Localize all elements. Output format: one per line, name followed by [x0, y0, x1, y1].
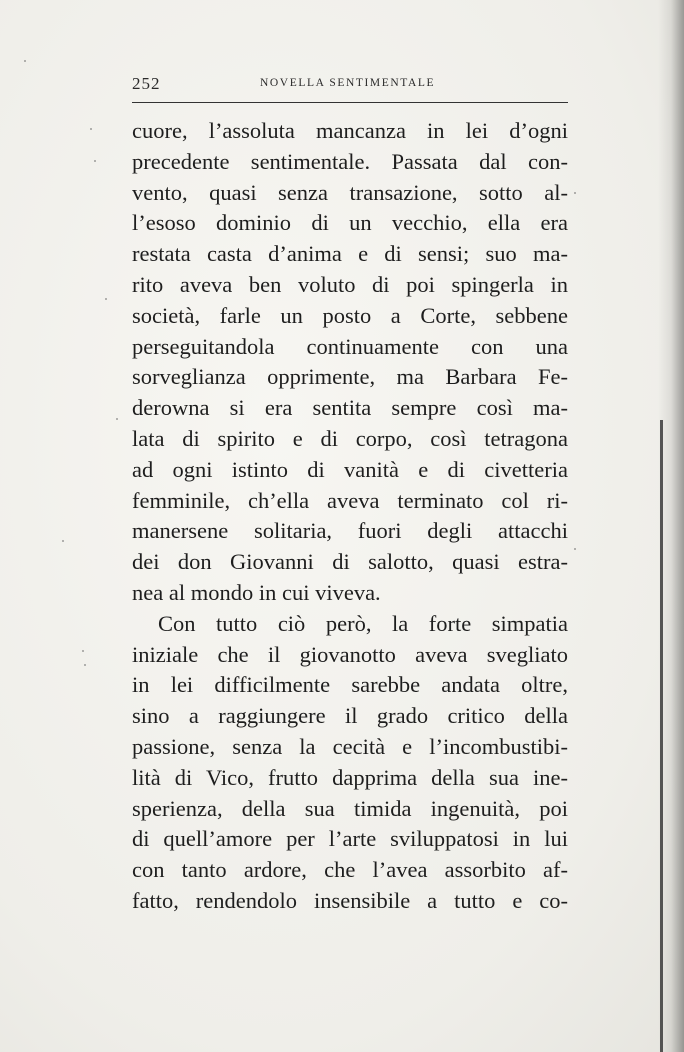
page-header — [132, 70, 568, 98]
scan-speck — [105, 298, 107, 300]
scan-speck — [84, 664, 86, 666]
page-number: 252 — [132, 74, 161, 93]
text-line: sino a raggiungere il grado critico della — [132, 703, 568, 729]
text-line: nea al mondo in cui viveva. — [132, 579, 381, 605]
text-line: perseguitandola continuamente con una — [132, 333, 568, 359]
text-line: l’esoso dominio di un vecchio, ella era — [132, 210, 568, 236]
paragraph-1 — [132, 116, 568, 609]
scan-speck — [574, 548, 576, 550]
header-rule — [132, 102, 568, 103]
text-line: di quell’amore per l’arte sviluppatosi in lui — [132, 826, 568, 852]
text-line: fatto, rendendolo insensibile a tutto e co- — [132, 887, 568, 913]
page-edge-line — [660, 420, 663, 1052]
text-line: dei don Giovanni di salotto, quasi estra- — [132, 549, 568, 575]
text-line: manersene solitaria, fuori degli attacchi — [132, 518, 568, 544]
text-line: Con tutto ciò però, la forte simpatia — [158, 610, 568, 636]
text-line: sorveglianza opprimente, ma Barbara Fe- — [132, 364, 568, 390]
scan-speck — [90, 128, 92, 130]
text-line: femminile, ch’ella aveva terminato col ri- — [132, 487, 568, 513]
scan-speck — [574, 192, 576, 194]
text-line: iniziale che il giovanotto aveva svegliato — [132, 641, 568, 667]
text-line: rito aveva ben voluto di poi spingerla in — [132, 271, 568, 297]
text-line: con tanto ardore, che l’avea assorbito af- — [132, 857, 568, 883]
text-line: lata di spirito e di corpo, così tetragona — [132, 425, 568, 451]
text-line: sperienza, della sua timida ingenuità, poi — [132, 795, 568, 821]
text-line: passione, senza la cecità e l’incombustibi- — [132, 733, 568, 759]
text-line: società, farle un posto a Corte, sebbene — [132, 302, 568, 328]
scan-speck — [62, 540, 64, 542]
scan-speck — [94, 160, 96, 162]
text-line: vento, quasi senza transazione, sotto al- — [132, 179, 568, 205]
text-line: restata casta d’anima e di sensi; suo ma- — [132, 241, 568, 267]
text-line: derowna si era sentita sempre così ma- — [132, 395, 568, 421]
text-line: ad ogni istinto di vanità e di civetteria — [132, 456, 568, 482]
text-line: in lei difficilmente sarebbe andata oltre, — [132, 672, 568, 698]
body-text — [132, 116, 568, 917]
scan-speck — [116, 418, 118, 420]
paragraph-2 — [132, 609, 568, 917]
scan-speck — [82, 650, 84, 652]
text-line: precedente sentimentale. Passata dal con- — [132, 148, 568, 174]
text-line: lità di Vico, frutto dapprima della sua ine- — [132, 764, 568, 790]
text-line: cuore, l’assoluta mancanza in lei d’ogni — [132, 118, 568, 143]
scan-speck — [24, 60, 26, 62]
running-head: NOVELLA SENTIMENTALE — [260, 77, 436, 89]
